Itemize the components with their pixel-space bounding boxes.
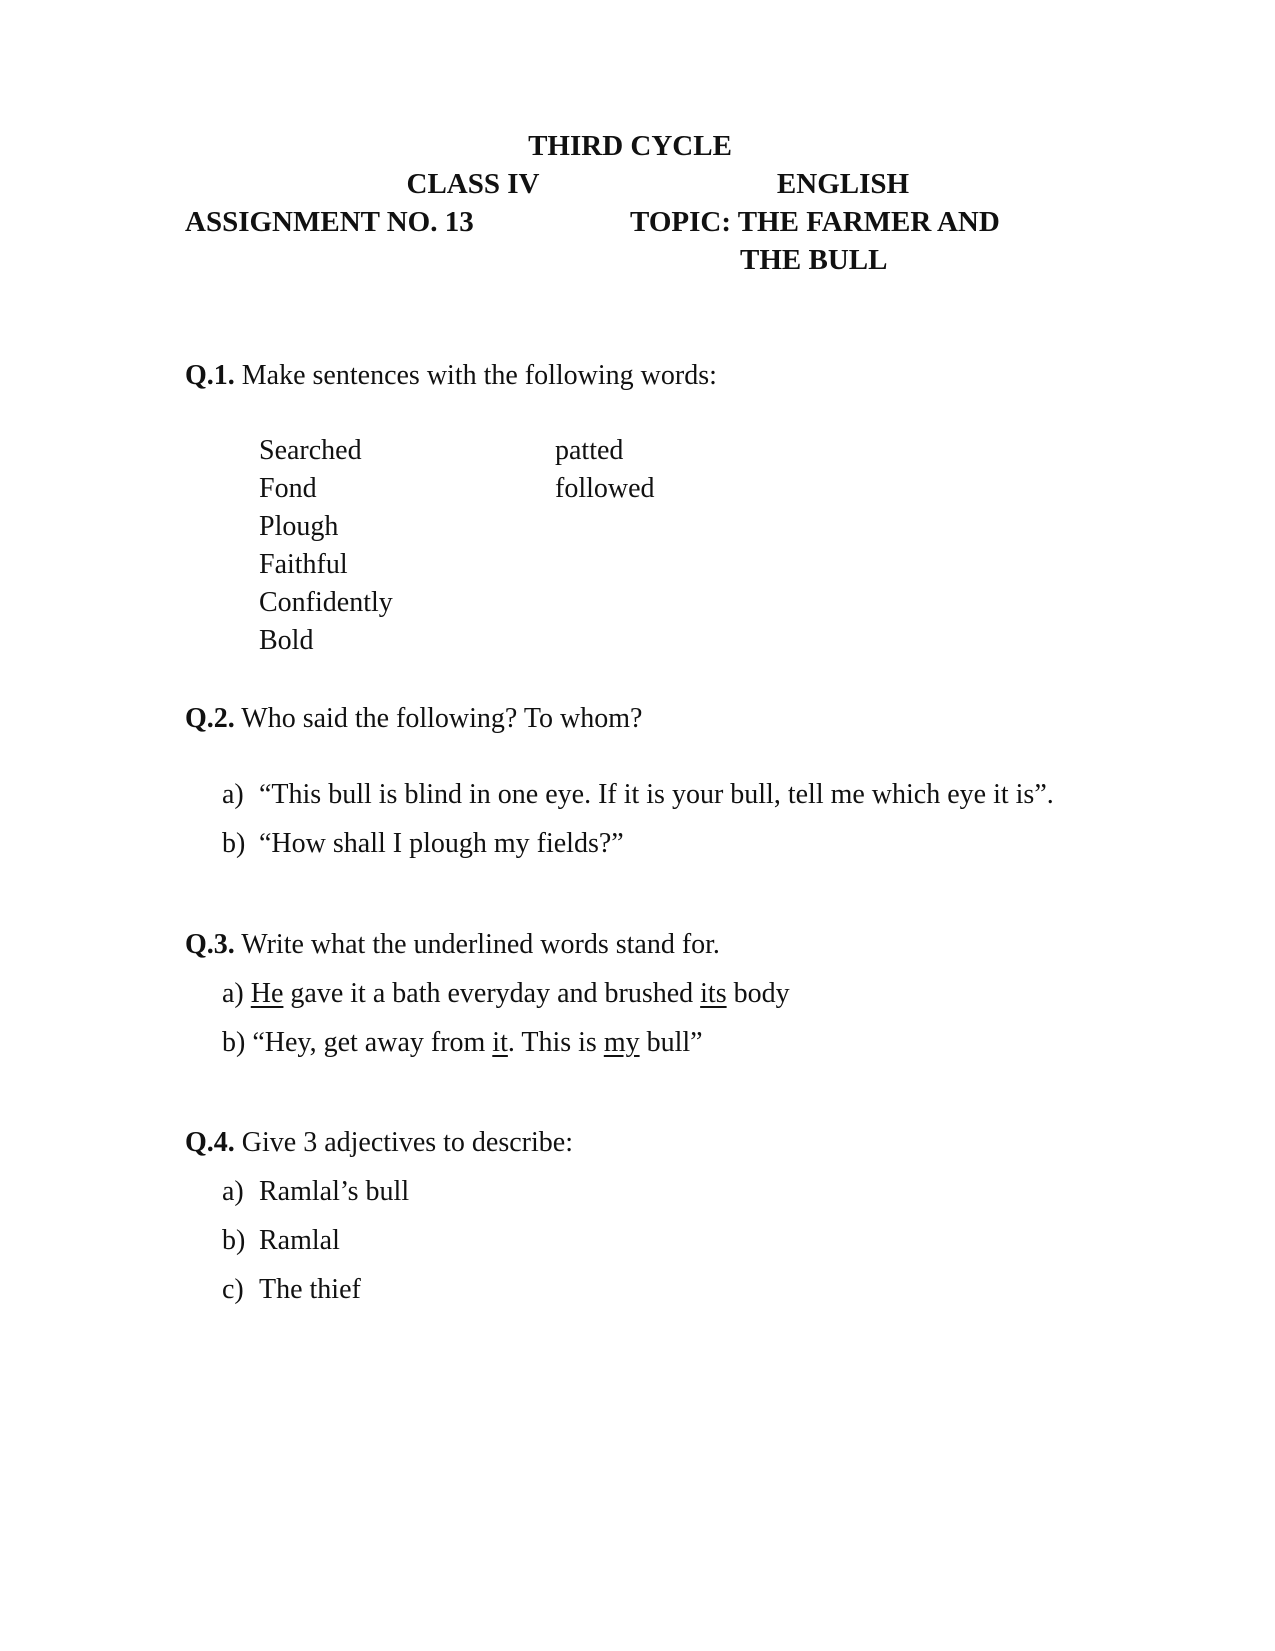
header-class: CLASS IV xyxy=(406,168,540,200)
q2-item-text: “How shall I plough my fields?” xyxy=(259,828,624,859)
header-cycle: THIRD CYCLE xyxy=(528,130,732,162)
header-topic-line1: TOPIC: THE FARMER AND xyxy=(630,206,1000,238)
q4-item-text: Ramlal’s bull xyxy=(259,1176,410,1207)
q4-number: Q.4. xyxy=(185,1127,235,1158)
header-assignment: ASSIGNMENT NO. 13 xyxy=(185,206,474,238)
q3-item-text: . This is xyxy=(507,1027,604,1058)
header-topic-line2: THE BULL xyxy=(740,244,888,276)
q3-text: Write what the underlined words stand for. xyxy=(241,929,720,960)
q1-number: Q.1. xyxy=(185,360,235,391)
q4-item-marker: b) xyxy=(222,1225,246,1256)
q3-item-text: “Hey, get away from xyxy=(252,1027,493,1058)
underlined-word: He xyxy=(250,978,284,1009)
q2-heading xyxy=(185,703,642,735)
q2-item-marker: a) xyxy=(222,779,244,810)
q4-item-marker: a) xyxy=(222,1176,244,1207)
q1-heading xyxy=(185,360,717,392)
q4-text: Give 3 adjectives to describe: xyxy=(241,1127,573,1158)
q2-number: Q.2. xyxy=(185,703,235,734)
q4-heading xyxy=(185,1127,573,1159)
underlined-word: it xyxy=(492,1027,508,1058)
q4-item-marker: c) xyxy=(222,1274,244,1305)
q1-word: Fond xyxy=(259,473,317,504)
q1-word: Confidently xyxy=(259,587,393,618)
q2-item-text: “This bull is blind in one eye. If it is your bull, tell me which eye it is”. xyxy=(259,779,1054,810)
underlined-word: its xyxy=(700,978,727,1009)
q3-item-b xyxy=(222,1027,703,1059)
q3-item-marker: b) xyxy=(222,1027,246,1058)
q3-item-a xyxy=(222,978,790,1010)
q4-item-text: Ramlal xyxy=(259,1225,340,1256)
q3-item-text: body xyxy=(726,978,790,1009)
q3-number: Q.3. xyxy=(185,929,235,960)
q3-heading xyxy=(185,929,720,961)
q3-item-text: bull” xyxy=(639,1027,703,1058)
q4-item-text: The thief xyxy=(259,1274,361,1305)
q2-item-marker: b) xyxy=(222,828,246,859)
q1-word: Faithful xyxy=(259,549,348,580)
q1-text: Make sentences with the following words: xyxy=(241,360,717,391)
q1-word: Plough xyxy=(259,511,339,542)
q1-word: Bold xyxy=(259,625,314,656)
header-subject: ENGLISH xyxy=(776,168,910,200)
q1-word: Searched xyxy=(259,435,362,466)
q2-text: Who said the following? To whom? xyxy=(241,703,643,734)
q1-word: patted xyxy=(555,435,624,466)
q1-word: followed xyxy=(555,473,655,504)
underlined-word: my xyxy=(603,1027,640,1058)
q3-item-marker: a) xyxy=(222,978,244,1009)
q3-item-text: gave it a bath everyday and brushed xyxy=(283,978,701,1009)
